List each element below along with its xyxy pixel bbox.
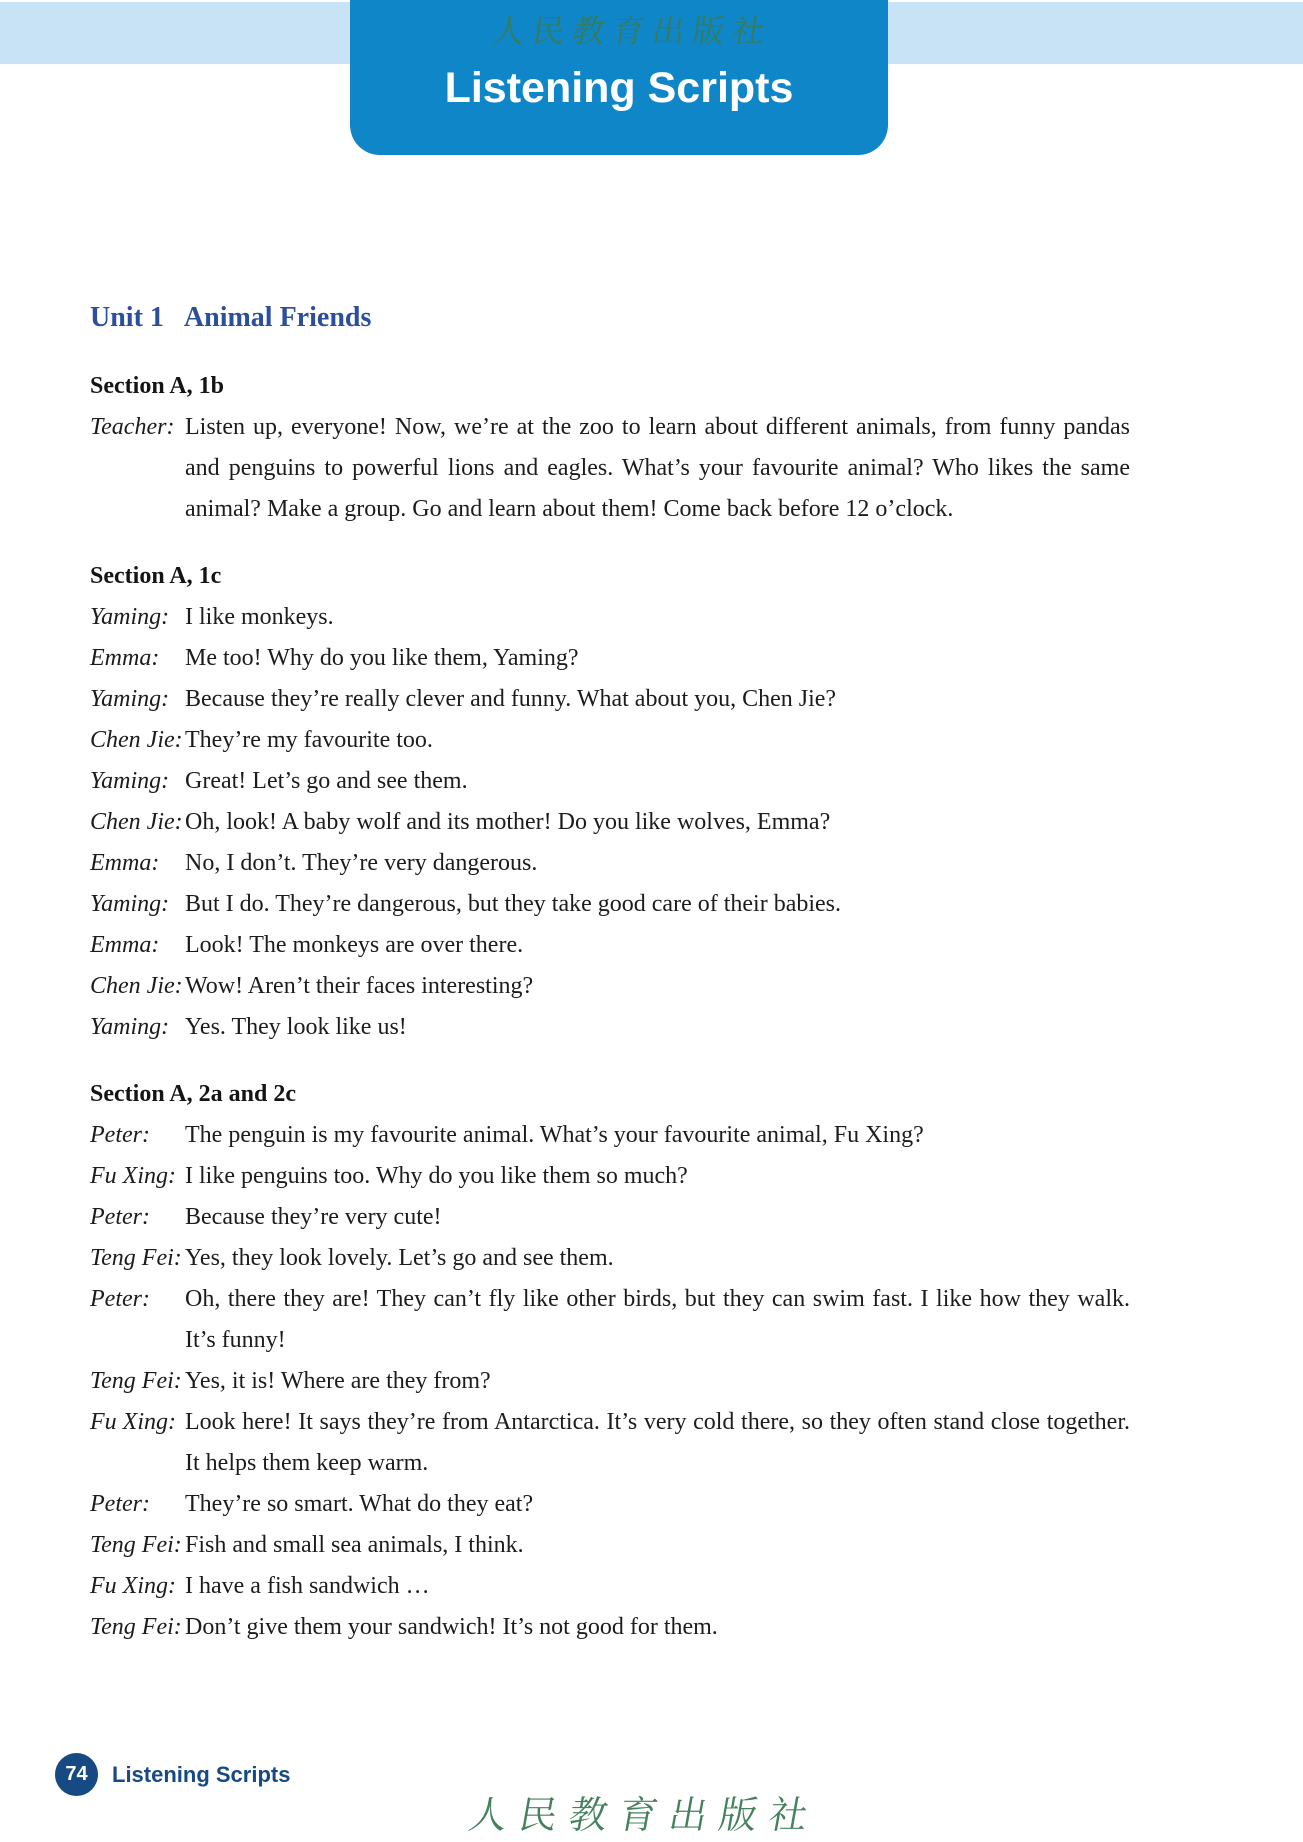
speaker-name: Peter: (90, 1204, 150, 1230)
footer-label: Listening Scripts (112, 1762, 291, 1787)
dialogue-line (90, 966, 1130, 1007)
speaker-name: Teacher: (90, 414, 175, 440)
speaker-text: Look here! It says they’re from Antarctica. It’s very cold there, so they often stand close together. It helps them keep warm. (185, 1409, 1130, 1476)
speaker-text: The penguin is my favourite animal. What’s your favourite animal, Fu Xing? (185, 1122, 924, 1148)
speaker-name: Yaming: (90, 604, 170, 630)
dialogue-line (90, 597, 1130, 638)
speaker-name: Peter: (90, 1491, 150, 1517)
dialogue-line (90, 843, 1130, 884)
speaker-text: Because they’re really clever and funny. What about you, Chen Jie? (185, 686, 837, 712)
speaker-name: Teng Fei: (90, 1532, 182, 1558)
unit-label: Unit 1 (90, 302, 164, 333)
speaker-text: Oh, look! A baby wolf and its mother! Do you like wolves, Emma? (185, 809, 831, 835)
dialogue-line (90, 1607, 1130, 1648)
dialogue-line (90, 1156, 1130, 1197)
speaker-text: I like monkeys. (185, 604, 334, 630)
speaker-name: Fu Xing: (90, 1573, 176, 1599)
dialogue-line (90, 761, 1130, 802)
dialogue-line (90, 1402, 1130, 1484)
dialogue-line (90, 638, 1130, 679)
speaker-name: Emma: (90, 645, 160, 671)
speaker-name: Fu Xing: (90, 1163, 176, 1189)
dialogue-line (90, 1484, 1130, 1525)
dialogue-line (90, 925, 1130, 966)
speaker-text: I have a fish sandwich … (185, 1573, 430, 1599)
speaker-name: Teng Fei: (90, 1245, 182, 1271)
speaker-text: I like penguins too. Why do you like them so much? (185, 1163, 688, 1189)
publisher-watermark-text: 人民教育出版社 (490, 12, 776, 50)
speaker-name: Yaming: (90, 768, 170, 794)
speaker-name: Yaming: (90, 686, 170, 712)
speaker-name: Chen Jie: (90, 973, 183, 999)
section-a-1b (90, 366, 1130, 530)
speaker-text: Because they’re very cute! (185, 1204, 442, 1230)
dialogue-line (90, 1566, 1130, 1607)
section-a-1c (90, 556, 1130, 1048)
dialogue-line (90, 407, 1130, 530)
dialogue-line (90, 1279, 1130, 1361)
page-number-badge (55, 1753, 98, 1796)
speaker-name: Emma: (90, 932, 160, 958)
speaker-text: But I do. They’re dangerous, but they take good care of their babies. (185, 891, 842, 917)
speaker-text: Yes, it is! Where are they from? (185, 1368, 491, 1394)
dialogue-line (90, 720, 1130, 761)
speaker-text: Yes, they look lovely. Let’s go and see them. (185, 1245, 614, 1271)
section-heading: Section A, 2a and 2c (90, 1081, 297, 1107)
speaker-text: They’re so smart. What do they eat? (185, 1491, 534, 1517)
speaker-text: Listen up, everyone! Now, we’re at the zoo to learn about different animals, from funny pandas and penguins to powerful lions and eagles. What’s your favourite animal? Who likes the same animal? Make a group. Go and learn about them! Come back before 12 o’clock. (185, 414, 1130, 522)
header-box (350, 0, 888, 155)
speaker-name: Teng Fei: (90, 1614, 182, 1640)
dialogue-line (90, 679, 1130, 720)
speaker-text: They’re my favourite too. (185, 727, 433, 753)
section-heading: Section A, 1b (90, 373, 225, 399)
speaker-name: Chen Jie: (90, 727, 183, 753)
page-title: Listening Scripts (444, 64, 794, 112)
speaker-name: Emma: (90, 850, 160, 876)
section-a-2a-2c (90, 1074, 1130, 1648)
scripts-content (90, 296, 1130, 1648)
speaker-text: Wow! Aren’t their faces interesting? (185, 973, 534, 999)
dialogue-line (90, 1007, 1130, 1048)
speaker-text: Oh, there they are! They can’t fly like other birds, but they can swim fast. I like how they walk. It’s funny! (185, 1286, 1130, 1353)
unit-name: Animal Friends (183, 302, 372, 333)
dialogue-line (90, 1238, 1130, 1279)
speaker-name: Peter: (90, 1122, 150, 1148)
dialogue-line (90, 1115, 1130, 1156)
speaker-name: Yaming: (90, 891, 170, 917)
dialogue-line (90, 802, 1130, 843)
dialogue-line (90, 1361, 1130, 1402)
page-number: 74 (65, 1763, 88, 1785)
speaker-text: Fish and small sea animals, I think. (185, 1532, 524, 1558)
speaker-text: Me too! Why do you like them, Yaming? (185, 645, 579, 671)
dialogue-line (90, 1197, 1130, 1238)
speaker-name: Fu Xing: (90, 1409, 176, 1435)
unit-title (90, 296, 1130, 340)
section-heading: Section A, 1c (90, 563, 222, 589)
speaker-text: Don’t give them your sandwich! It’s not good for them. (185, 1614, 718, 1640)
speaker-name: Chen Jie: (90, 809, 183, 835)
dialogue-line (90, 1525, 1130, 1566)
publisher-watermark-text: 人民教育出版社 (465, 1793, 824, 1837)
speaker-text: Yes. They look like us! (185, 1014, 407, 1040)
speaker-text: Look! The monkeys are over there. (185, 932, 524, 958)
speaker-name: Peter: (90, 1286, 150, 1312)
speaker-text: Great! Let’s go and see them. (185, 768, 468, 794)
speaker-name: Yaming: (90, 1014, 170, 1040)
speaker-text: No, I don’t. They’re very dangerous. (185, 850, 538, 876)
speaker-name: Teng Fei: (90, 1368, 182, 1394)
dialogue-line (90, 884, 1130, 925)
